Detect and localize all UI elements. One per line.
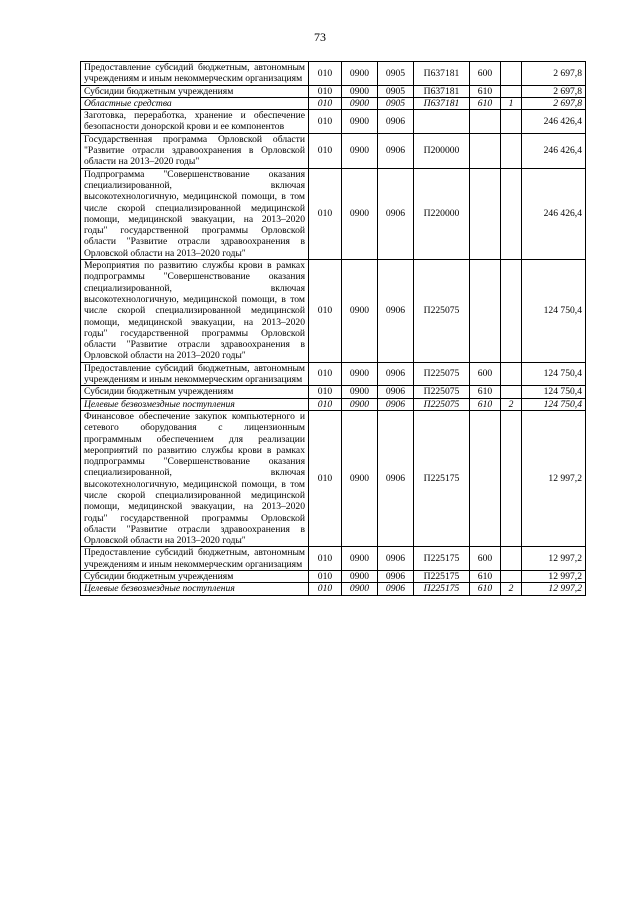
subsection-code-cell: 0906	[378, 362, 414, 386]
expense-type-cell: 610	[470, 571, 501, 583]
funding-source-cell	[501, 260, 522, 363]
table-row	[81, 97, 586, 109]
funding-source-cell	[501, 133, 522, 168]
amount-cell: 12 997,2	[522, 571, 586, 583]
amount-cell: 124 750,4	[522, 362, 586, 386]
subsection-code-cell: 0906	[378, 547, 414, 571]
table-row	[81, 583, 586, 595]
ministry-code-cell: 010	[309, 97, 342, 109]
table-row	[81, 571, 586, 583]
section-code-cell: 0900	[342, 97, 378, 109]
funding-source-cell	[501, 62, 522, 86]
row-name-cell: Субсидии бюджетным учреждениям	[81, 571, 309, 583]
table-row	[81, 110, 586, 134]
target-article-cell: П225075	[414, 260, 470, 363]
funding-source-cell: 1	[501, 97, 522, 109]
ministry-code-cell: 010	[309, 547, 342, 571]
section-code-cell: 0900	[342, 133, 378, 168]
target-article-cell: П225075	[414, 386, 470, 398]
funding-source-cell	[501, 386, 522, 398]
expense-type-cell	[470, 110, 501, 134]
subsection-code-cell: 0906	[378, 410, 414, 547]
target-article-cell: П220000	[414, 168, 470, 259]
section-code-cell: 0900	[342, 362, 378, 386]
target-article-cell: П225175	[414, 547, 470, 571]
funding-source-cell	[501, 410, 522, 547]
target-article-cell: П637181	[414, 62, 470, 86]
ministry-code-cell: 010	[309, 168, 342, 259]
table-row	[81, 398, 586, 410]
expense-type-cell	[470, 168, 501, 259]
table-row	[81, 547, 586, 571]
amount-cell: 124 750,4	[522, 386, 586, 398]
row-name-cell: Субсидии бюджетным учреждениям	[81, 386, 309, 398]
row-name-cell: Областные средства	[81, 97, 309, 109]
table-row	[81, 260, 586, 363]
table-row	[81, 85, 586, 97]
subsection-code-cell: 0905	[378, 85, 414, 97]
expense-type-cell: 610	[470, 583, 501, 595]
row-name-cell: Субсидии бюджетным учреждениям	[81, 85, 309, 97]
row-name-cell: Заготовка, переработка, хранение и обеспечение безопасности донорской крови и ее компонентов	[81, 110, 309, 134]
subsection-code-cell: 0905	[378, 62, 414, 86]
target-article-cell: П225175	[414, 583, 470, 595]
amount-cell: 246 426,4	[522, 110, 586, 134]
funding-source-cell	[501, 547, 522, 571]
table-row	[81, 62, 586, 86]
target-article-cell	[414, 110, 470, 134]
section-code-cell: 0900	[342, 547, 378, 571]
target-article-cell: П225075	[414, 362, 470, 386]
section-code-cell: 0900	[342, 168, 378, 259]
row-name-cell: Финансовое обеспечение закупок компьютерного и сетевого оборудования с лицензионным программным обеспечением для реализации мероприятий по развитию службы крови в рамках подпрограммы "Совершенствование оказания специализированной, включая высокотехнологичную, медицинской помощи, в том числе скорой специализированной медицинской помощи, медицинской эвакуации, на 2013–2020 годы" государственной программы Орловской области "Развитие отрасли здравоохранения в Орловской области на 2013–2020 годы"	[81, 410, 309, 547]
subsection-code-cell: 0906	[378, 260, 414, 363]
row-name-cell: Мероприятия по развитию службы крови в рамках подпрограммы "Совершенствование оказания специализированной, включая высокотехнологичную, медицинской помощи, в том числе скорой специализированной медицинской помощи, медицинской эвакуации, на 2013–2020 годы" государственной программы Орловской области "Развитие отрасли здравоохранения в Орловской области на 2013–2020 годы"	[81, 260, 309, 363]
ministry-code-cell: 010	[309, 571, 342, 583]
amount-cell: 12 997,2	[522, 583, 586, 595]
ministry-code-cell: 010	[309, 260, 342, 363]
expense-type-cell: 600	[470, 362, 501, 386]
target-article-cell: П225175	[414, 571, 470, 583]
section-code-cell: 0900	[342, 386, 378, 398]
section-code-cell: 0900	[342, 62, 378, 86]
subsection-code-cell: 0906	[378, 583, 414, 595]
target-article-cell: П200000	[414, 133, 470, 168]
amount-cell: 246 426,4	[522, 168, 586, 259]
expense-type-cell	[470, 133, 501, 168]
target-article-cell: П225075	[414, 398, 470, 410]
table-row	[81, 362, 586, 386]
row-name-cell: Государственная программа Орловской области "Развитие отрасли здравоохранения в Орловской области на 2013–2020 годы"	[81, 133, 309, 168]
table-row	[81, 168, 586, 259]
subsection-code-cell: 0905	[378, 97, 414, 109]
funding-source-cell	[501, 110, 522, 134]
amount-cell: 246 426,4	[522, 133, 586, 168]
ministry-code-cell: 010	[309, 110, 342, 134]
expense-type-cell: 600	[470, 547, 501, 571]
section-code-cell: 0900	[342, 398, 378, 410]
ministry-code-cell: 010	[309, 62, 342, 86]
funding-source-cell	[501, 85, 522, 97]
amount-cell: 12 997,2	[522, 410, 586, 547]
section-code-cell: 0900	[342, 583, 378, 595]
ministry-code-cell: 010	[309, 85, 342, 97]
expense-type-cell: 610	[470, 85, 501, 97]
expense-type-cell: 600	[470, 62, 501, 86]
ministry-code-cell: 010	[309, 386, 342, 398]
expense-type-cell: 610	[470, 97, 501, 109]
ministry-code-cell: 010	[309, 398, 342, 410]
table-body	[81, 62, 586, 596]
row-name-cell: Целевые безвозмездные поступления	[81, 583, 309, 595]
row-name-cell: Подпрограмма "Совершенствование оказания специализированной, включая высокотехнологичную, медицинской помощи, в том числе скорой специализированной медицинской помощи, медицинской эвакуации, на 2013–2020 годы" государственной программы Орловской области "Развитие отрасли здравоохранения в Орловской области на 2013–2020 годы"	[81, 168, 309, 259]
funding-source-cell: 2	[501, 398, 522, 410]
section-code-cell: 0900	[342, 571, 378, 583]
expense-type-cell: 610	[470, 386, 501, 398]
funding-source-cell	[501, 168, 522, 259]
expense-type-cell	[470, 410, 501, 547]
ministry-code-cell: 010	[309, 362, 342, 386]
row-name-cell: Предоставление субсидий бюджетным, автономным учреждениям и иным некоммерческим организациям	[81, 547, 309, 571]
subsection-code-cell: 0906	[378, 571, 414, 583]
section-code-cell: 0900	[342, 260, 378, 363]
table-row	[81, 133, 586, 168]
amount-cell: 2 697,8	[522, 62, 586, 86]
section-code-cell: 0900	[342, 410, 378, 547]
amount-cell: 124 750,4	[522, 398, 586, 410]
amount-cell: 124 750,4	[522, 260, 586, 363]
amount-cell: 2 697,8	[522, 85, 586, 97]
section-code-cell: 0900	[342, 85, 378, 97]
subsection-code-cell: 0906	[378, 133, 414, 168]
expense-type-cell: 610	[470, 398, 501, 410]
subsection-code-cell: 0906	[378, 110, 414, 134]
table-row	[81, 410, 586, 547]
target-article-cell: П637181	[414, 85, 470, 97]
section-code-cell: 0900	[342, 110, 378, 134]
ministry-code-cell: 010	[309, 410, 342, 547]
subsection-code-cell: 0906	[378, 168, 414, 259]
funding-source-cell: 2	[501, 583, 522, 595]
subsection-code-cell: 0906	[378, 386, 414, 398]
table-row	[81, 386, 586, 398]
amount-cell: 12 997,2	[522, 547, 586, 571]
amount-cell: 2 697,8	[522, 97, 586, 109]
row-name-cell: Предоставление субсидий бюджетным, автономным учреждениям и иным некоммерческим организациям	[81, 362, 309, 386]
ministry-code-cell: 010	[309, 133, 342, 168]
ministry-code-cell: 010	[309, 583, 342, 595]
row-name-cell: Предоставление субсидий бюджетным, автономным учреждениям и иным некоммерческим организациям	[81, 62, 309, 86]
budget-table	[80, 61, 586, 596]
row-name-cell: Целевые безвозмездные поступления	[81, 398, 309, 410]
funding-source-cell	[501, 571, 522, 583]
subsection-code-cell: 0906	[378, 398, 414, 410]
expense-type-cell	[470, 260, 501, 363]
funding-source-cell	[501, 362, 522, 386]
target-article-cell: П637181	[414, 97, 470, 109]
page-number: 73	[314, 30, 326, 44]
target-article-cell: П225175	[414, 410, 470, 547]
